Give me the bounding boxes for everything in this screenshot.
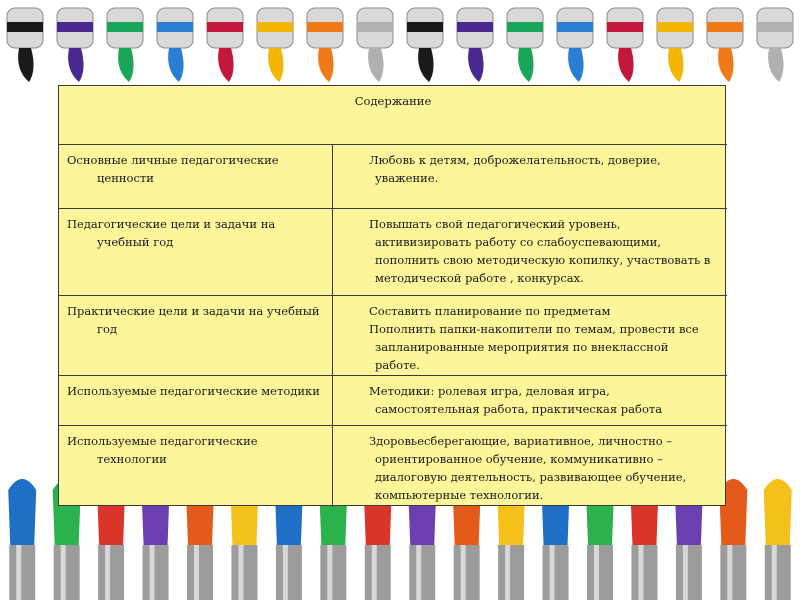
content-table — [58, 85, 726, 506]
paint-tube — [507, 8, 543, 82]
row-content-technologies: Здоровьесберегающие, вариативное, личностно – ориентированное обучение, коммуникативно – диалоговую деятельность, развивающее обучение, компьютерные технологии. — [333, 425, 727, 507]
row-label-pedagogical-goals: Педагогические цели и задачи на учебный год — [59, 208, 333, 295]
paint-tube — [357, 8, 393, 82]
paint-tube — [157, 8, 193, 82]
row-content-pedagogical-goals: Повышать свой педагогический уровень, активизировать работу со слабоуспевающими, пополнить свою методическую копилку, участвовать в методической работе , конкурсах. — [333, 208, 727, 295]
paint-tube — [757, 8, 793, 82]
row-label-values: Основные личные педагогические ценности — [59, 144, 333, 208]
row-content-methods: Методики: ролевая игра, деловая игра, самостоятельная работа, практическая работа — [333, 375, 727, 425]
paint-brush — [764, 479, 792, 600]
paint-tube — [57, 8, 93, 82]
paint-tube — [557, 8, 593, 82]
row-label-practical-goals: Практические цели и задачи на учебный год — [59, 295, 333, 375]
row-label-methods: Используемые педагогические методики — [59, 375, 333, 425]
row-label-technologies: Используемые педагогические технологии — [59, 425, 333, 507]
row-content-values: Любовь к детям, доброжелательность, доверие, уважение. — [333, 144, 727, 208]
paint-tube — [7, 8, 43, 82]
paint-brush — [8, 479, 36, 600]
paint-tube — [707, 8, 743, 82]
paint-tube — [257, 8, 293, 82]
paint-tube — [457, 8, 493, 82]
paint-tube — [607, 8, 643, 82]
paint-tubes-decoration — [0, 0, 800, 95]
paint-tube — [107, 8, 143, 82]
practical-goal-line-2: Пополнить папки-накопители по темам, провести все запланированные мероприятия по внеклассной работе. — [369, 322, 699, 372]
paint-tube — [407, 8, 443, 82]
paint-tube — [657, 8, 693, 82]
paint-tube — [207, 8, 243, 82]
practical-goal-line-1: Составить планирование по предметам — [369, 304, 611, 318]
table-header: Содержание — [354, 94, 432, 108]
paint-tube — [307, 8, 343, 82]
row-content-practical-goals — [333, 295, 727, 375]
